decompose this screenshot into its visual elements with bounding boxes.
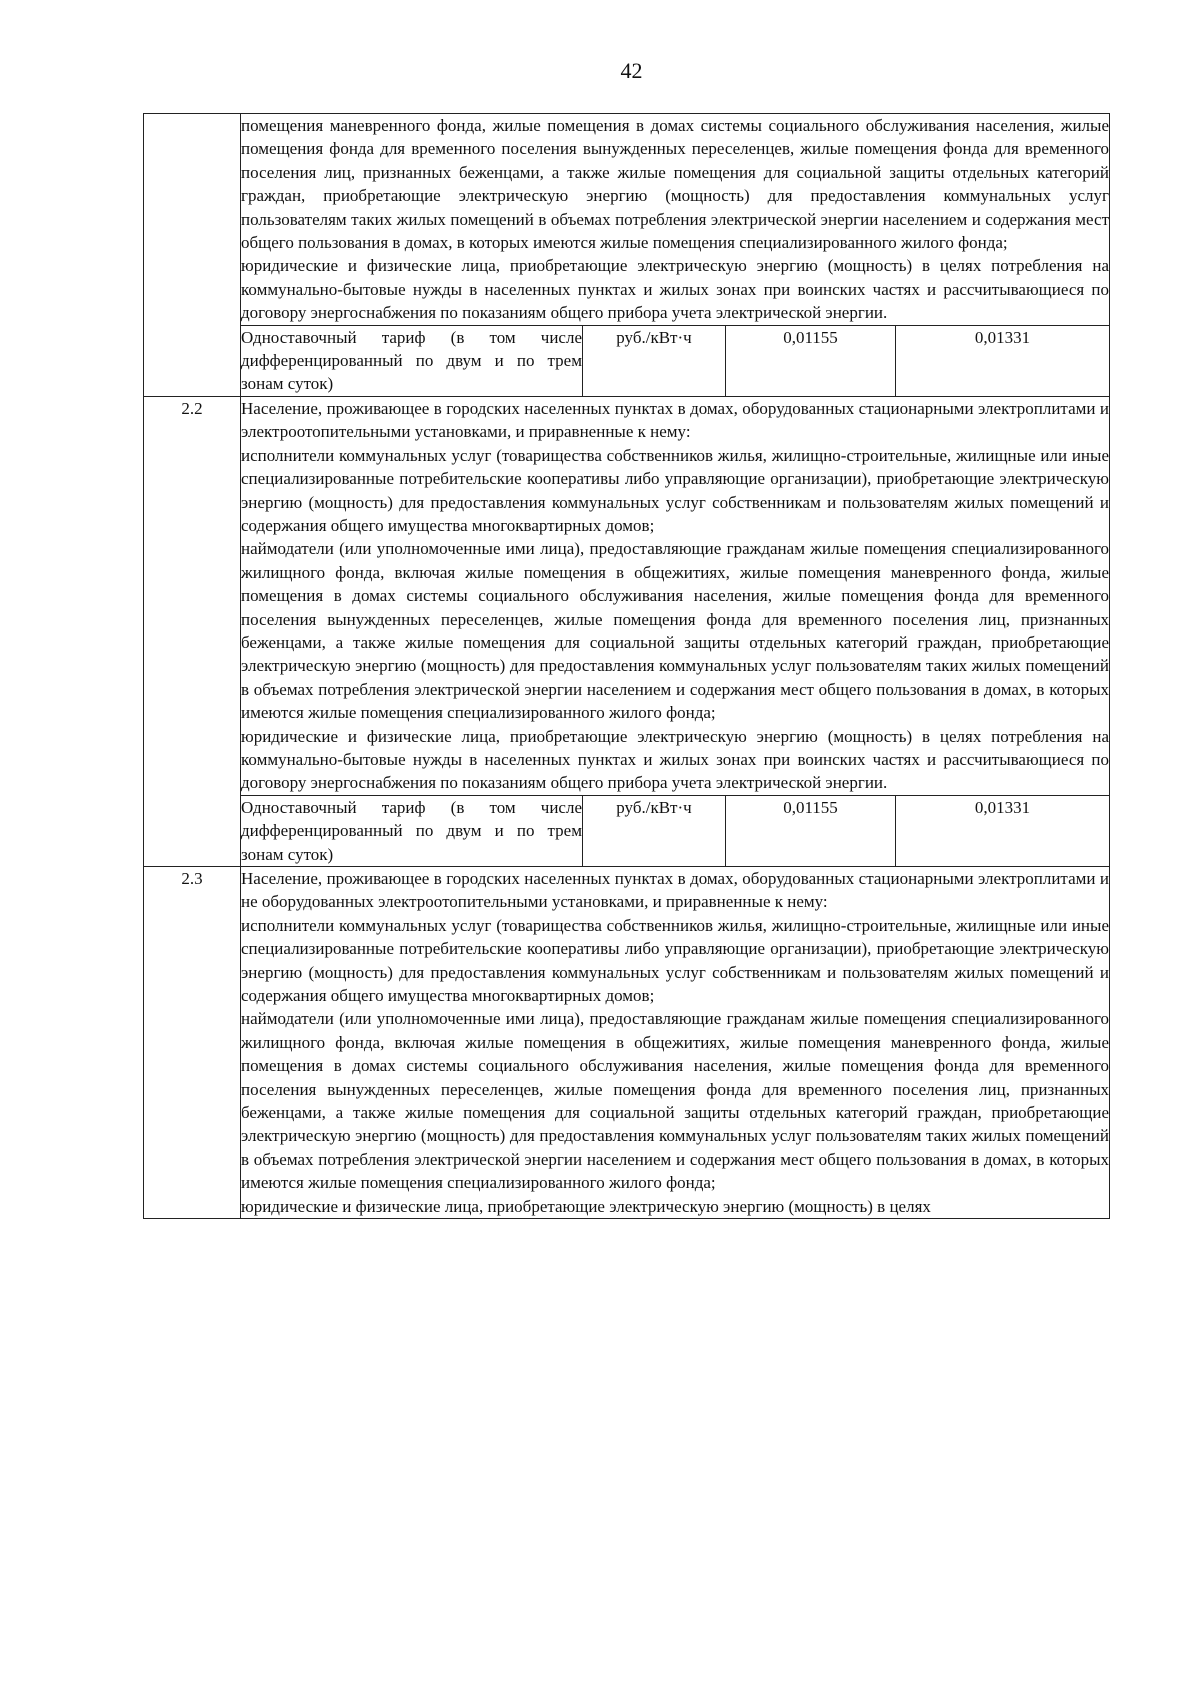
tariff-value-2: 0,01331 xyxy=(896,795,1110,866)
paragraph: исполнители коммунальных услуг (товарищества собственников жилья, жилищно-строительные, жилищные или иные специализированные потребительские кооперативы либо управляющие организации), приобретающие электрическую энергию (мощность) для предоставления коммунальных услуг собственникам и пользователям жилых помещений и содержания общего имущества многоквартирных домов; xyxy=(241,445,1109,535)
tariff-unit: руб./кВт·ч xyxy=(583,325,726,396)
row-number: 2.3 xyxy=(144,867,241,1219)
tariff-label: Одноставочный тариф (в том числе дифференцированный по двум и по трем зонам суток) xyxy=(241,795,583,866)
table-row xyxy=(144,114,1110,326)
tariff-value-1: 0,01155 xyxy=(726,325,896,396)
table-row xyxy=(144,396,1110,795)
page-number: 42 xyxy=(620,58,643,83)
tariff-row xyxy=(144,795,1110,866)
tariff-value-1: 0,01155 xyxy=(726,795,896,866)
tariff-row xyxy=(144,325,1110,396)
paragraph: юридические и физические лица, приобретающие электрическую энергию (мощность) в целях потребления на коммунально-бытовые нужды в населенных пунктах и жилых зонах при воинских частях и рассчитывающиеся по договору энергоснабжения по показаниям общего прибора учета электрической энергии. xyxy=(241,726,1109,793)
paragraph: наймодатели (или уполномоченные ими лица), предоставляющие гражданам жилые помещения специализированного жилищного фонда, включая жилые помещения в общежитиях, жилые помещения маневренного фонда, жилые помещения в домах системы социального обслуживания населения, жилые помещения фонда для временного поселения вынужденных переселенцев, жилые помещения фонда для временного поселения лиц, признанных беженцами, а также жилые помещения для социальной защиты отдельных категорий граждан, приобретающие электрическую энергию (мощность) для предоставления коммунальных услуг пользователям таких жилых помещений в объемах потребления электрической энергии населением и содержания мест общего пользования в домах, в которых имеются жилые помещения специализированного жилого фонда; xyxy=(241,1009,1109,1193)
paragraph: Население, проживающее в городских населенных пунктах в домах, оборудованных стационарными электроплитами и электроотопительными установками, и приравненные к нему: xyxy=(241,398,1109,442)
paragraph: исполнители коммунальных услуг (товарищества собственников жилья, жилищно-строительные, жилищные или иные специализированные потребительские кооперативы либо управляющие организации), приобретающие электрическую энергию (мощность) для предоставления коммунальных услуг собственникам и пользователям жилых помещений и содержания общего имущества многоквартирных домов; xyxy=(241,915,1109,1006)
row-description xyxy=(241,396,1110,795)
tariff-unit: руб./кВт·ч xyxy=(583,795,726,866)
row-description xyxy=(241,867,1110,1219)
paragraph: наймодатели (или уполномоченные ими лица), предоставляющие гражданам жилые помещения специализированного жилищного фонда, включая жилые помещения в общежитиях, жилые помещения маневренного фонда, жилые помещения в домах системы социального обслуживания населения, жилые помещения фонда для временного поселения вынужденных переселенцев, жилые помещения фонда для временного поселения лиц, признанных беженцами, а также жилые помещения для социальной защиты отдельных категорий граждан, приобретающие электрическую энергию (мощность) для предоставления коммунальных услуг пользователям таких жилых помещений в объемах потребления электрической энергии населением и содержания мест общего пользования в домах, в которых имеются жилые помещения специализированного жилого фонда; xyxy=(241,539,1109,723)
paragraph: Население, проживающее в городских населенных пунктах в домах, оборудованных стационарными электроплитами и не оборудованных электроотопительными установками, и приравненные к нему: xyxy=(241,869,1109,912)
paragraph: юридические и физические лица, приобретающие электрическую энергию (мощность) в целях xyxy=(241,1196,931,1216)
row-number: 2.2 xyxy=(144,396,241,866)
row-number xyxy=(144,114,241,397)
tariff-label: Одноставочный тариф (в том числе дифференцированный по двум и по трем зонам суток) xyxy=(241,325,583,396)
tariff-value-2: 0,01331 xyxy=(896,325,1110,396)
tariff-table xyxy=(143,113,1110,1219)
paragraph: помещения маневренного фонда, жилые помещения в домах системы социального обслуживания населения, жилые помещения фонда для временного поселения вынужденных переселенцев, жилые помещения фонда для временного поселения лиц, признанных беженцами, а также жилые помещения для социальной защиты отдельных категорий граждан, приобретающие электрическую энергию (мощность) для предоставления коммунальных услуг пользователям таких жилых помещений в объемах потребления электрической энергии населением и содержания мест общего пользования в домах, в которых имеются жилые помещения специализированного жилого фонда; xyxy=(241,116,1109,253)
table-row xyxy=(144,867,1110,1219)
paragraph: юридические и физические лица, приобретающие электрическую энергию (мощность) в целях потребления на коммунально-бытовые нужды в населенных пунктах и жилых зонах при воинских частях и рассчитывающиеся по договору энергоснабжения по показаниям общего прибора учета электрической энергии. xyxy=(241,256,1109,323)
row-description xyxy=(241,114,1110,326)
